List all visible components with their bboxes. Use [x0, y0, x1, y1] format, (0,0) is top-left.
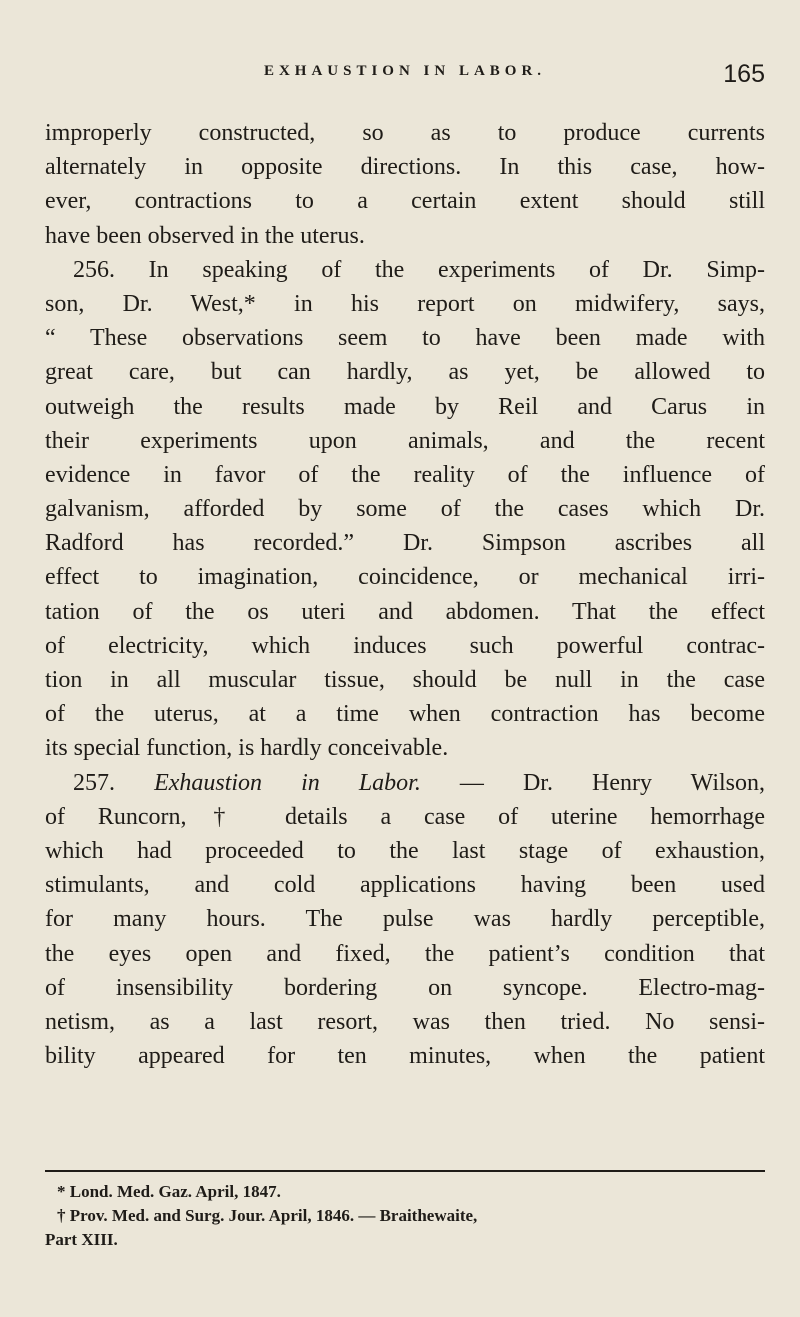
section-heading-line: [45, 766, 765, 800]
text-line: evidence in favor of the reality of the influence of: [45, 461, 765, 488]
text-line: improperly constructed, so as to produce currents: [45, 120, 765, 146]
footnotes: [45, 1180, 765, 1252]
footnote-divider: [45, 1170, 765, 1172]
footnote: Part XIII.: [45, 1230, 118, 1249]
body-text: [45, 116, 765, 1073]
text-line: of insensibility bordering on syncope. Electro-mag-: [45, 974, 765, 1001]
text-line: netism, as a last resort, was then tried. No sensi-: [45, 1008, 765, 1035]
footnote: † Prov. Med. and Surg. Jour. April, 1846. — Braithewaite,: [57, 1206, 478, 1225]
section-number: 257.: [73, 769, 115, 796]
text-line: its special function, is hardly conceivable.: [45, 735, 449, 762]
text-line: galvanism, afforded by some of the cases which Dr.: [45, 496, 765, 523]
text-line: the eyes open and fixed, the patient’s condition that: [45, 940, 765, 967]
text-line: Radford has recorded.” Dr. Simpson ascribes all: [45, 530, 765, 557]
footnote: * Lond. Med. Gaz. April, 1847.: [57, 1182, 281, 1201]
text-line: 256. In speaking of the experiments of Dr. Simp-: [73, 256, 765, 283]
page-number: 165: [723, 60, 765, 88]
text-line: of electricity, which induces such powerful contrac-: [45, 632, 765, 659]
text-line: for many hours. The pulse was hardly perceptible,: [45, 906, 765, 933]
text-line: effect to imagination, coincidence, or mechanical irri-: [45, 564, 765, 591]
text-line: outweigh the results made by Reil and Carus in: [45, 393, 765, 420]
text-line: tion in all muscular tissue, should be null in the case: [45, 667, 765, 693]
text-line: alternately in opposite directions. In this case, how-: [45, 154, 765, 181]
running-head: EXHAUSTION IN LABOR.: [263, 63, 547, 79]
section-title: Exhaustion in Labor.: [154, 769, 421, 796]
text-line: of the uterus, at a time when contraction has become: [45, 701, 765, 728]
page-header: [45, 60, 765, 94]
text-line: tation of the os uteri and abdomen. That the effect: [45, 598, 765, 625]
text-line: which had proceeded to the last stage of exhaustion,: [45, 837, 765, 864]
text-line: “ These observations seem to have been made with: [45, 325, 765, 352]
section-continuation: — Dr. Henry Wilson,: [459, 769, 765, 796]
text-line: son, Dr. West,* in his report on midwifery, says,: [45, 290, 765, 317]
text-line: great care, but can hardly, as yet, be allowed to: [45, 359, 765, 386]
text-line: bility appeared for ten minutes, when the patient: [45, 1043, 765, 1070]
text-line: stimulants, and cold applications having been used: [45, 872, 765, 899]
text-line: have been observed in the uterus.: [45, 222, 365, 249]
text-line: their experiments upon animals, and the recent: [45, 427, 765, 454]
text-line: of Runcorn,† details a case of uterine hemorrhage: [45, 803, 765, 830]
text-line: ever, contractions to a certain extent should still: [45, 188, 765, 215]
